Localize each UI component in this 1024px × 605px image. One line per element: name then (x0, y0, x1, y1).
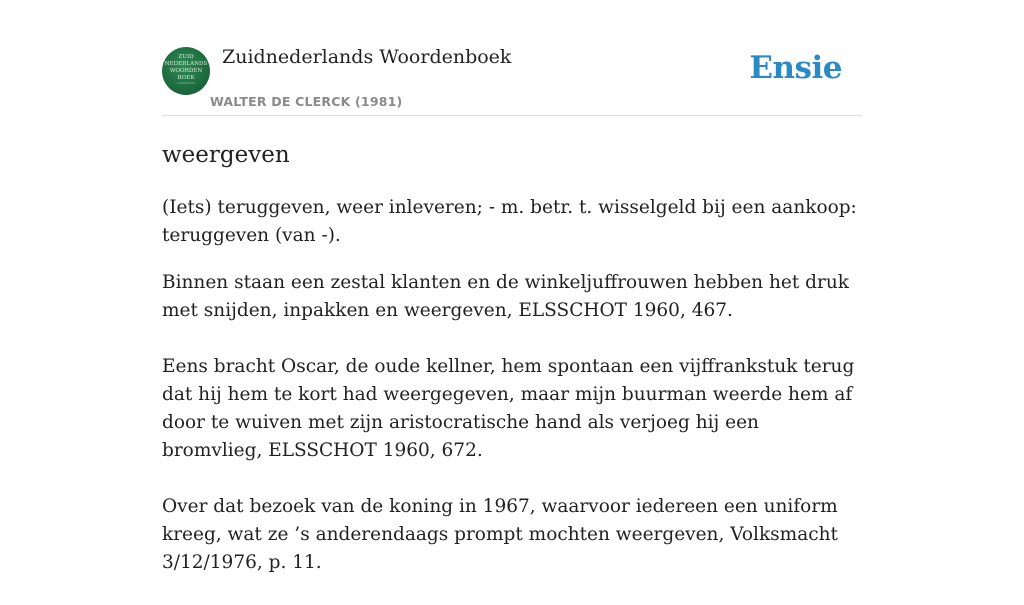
quote-2: Eens bracht Oscar, de oude kellner, hem spontaan een vijffrankstuk terug dat hij hem te kort had weergegeven, maar mijn buurman weerde hem af door te wuiven met zijn aristocratische hand als verjoeg hij een bromvlieg, ELSSCHOT 1960, 672. (162, 356, 855, 461)
logo-line-4: BOEK (177, 75, 195, 81)
quote-3: Over dat bezoek van de koning in 1967, waarvoor iedereen een uniform kreeg, wat ze ’s anderendaags prompt mochten weergeven, Volksmacht 3/12/1976, p. 11. (162, 496, 838, 573)
book-cover-art (162, 47, 210, 95)
logo-line-2: NEDERLANDS (164, 61, 208, 67)
book-author: WALTER DE CLERCK (1981) (210, 94, 403, 109)
quotes-list (162, 269, 862, 577)
logo-line-1: ZUID (178, 54, 194, 60)
book-title-link[interactable]: Zuidnederlands Woordenboek (222, 46, 512, 68)
book-cover-icon[interactable] (162, 47, 210, 95)
page-header (162, 0, 862, 116)
content-container (162, 0, 862, 605)
entry-definition: (Iets) teruggeven, weer inleveren; - m. betr. t. wisselgeld bij een aankoop: teruggeven (van -). (162, 197, 857, 246)
entry-title: weergeven (162, 142, 290, 168)
quote-1: Binnen staan een zestal klanten en de winkeljuffrouwen hebben het druk met snijden, inpakken en weergeven, ELSSCHOT 1960, 467. (162, 272, 849, 321)
logo-line-3: WOORDEN (169, 68, 203, 74)
ensie-logo-link[interactable]: Ensie (749, 50, 842, 86)
